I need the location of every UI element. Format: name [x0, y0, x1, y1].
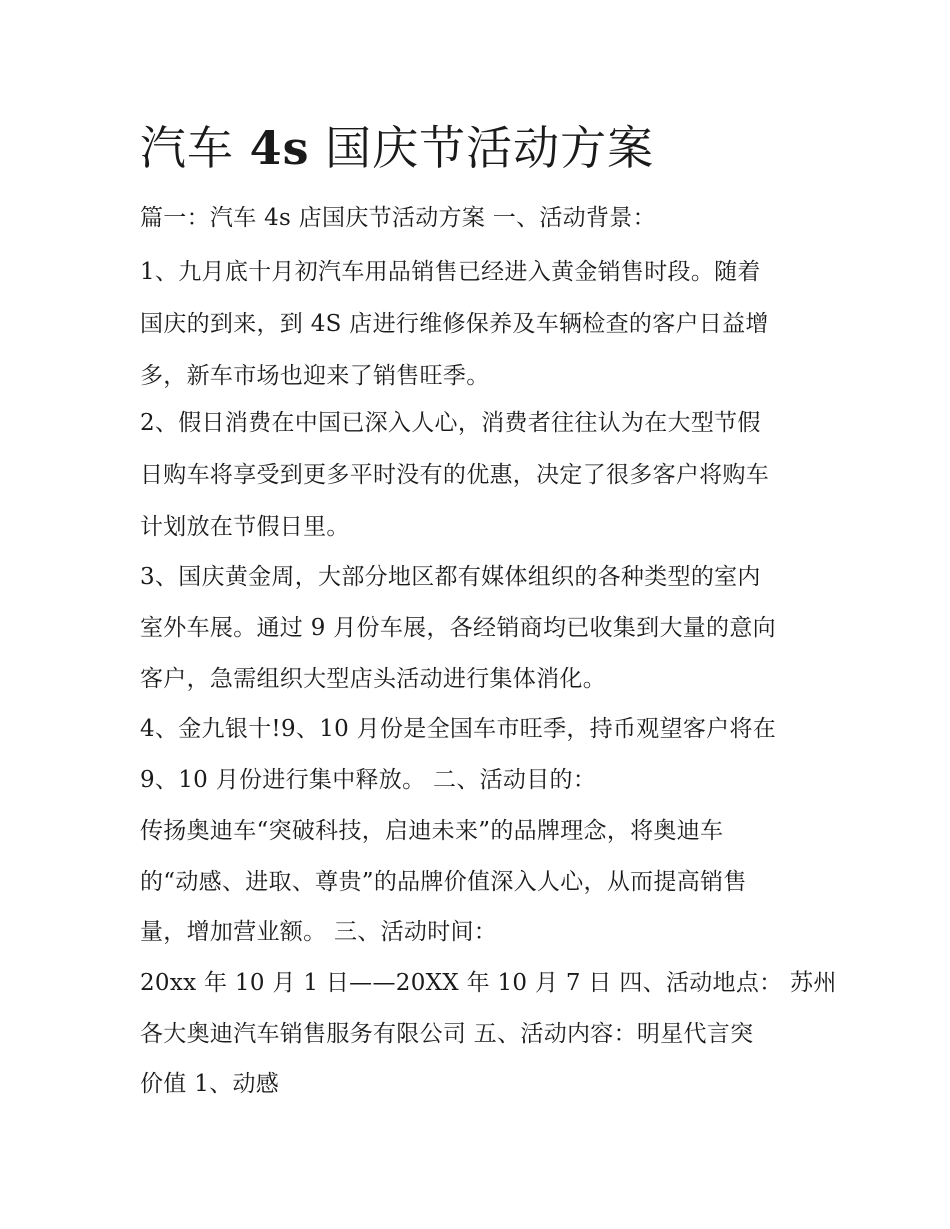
paragraph-line: 多，新车市场也迎来了销售旺季。	[140, 363, 490, 389]
paragraph-line: 国庆的到来，到 4S 店进行维修保养及车辆检查的客户日益增	[140, 311, 769, 337]
paragraph-line: 室外车展。通过 9 月份车展，各经销商均已收集到大量的意向	[140, 615, 776, 641]
document-title	[140, 118, 654, 178]
paragraph-line: 的“动感、进取、尊贵”的品牌价值深入人心，从而提高销售	[140, 869, 747, 895]
title-latin: 4s	[249, 121, 310, 175]
paragraph-line: 1、九月底十月初汽车用品销售已经进入黄金销售时段。随着	[140, 259, 761, 285]
paragraph-line: 客户，急需组织大型店头活动进行集体消化。	[140, 666, 606, 692]
paragraph-line: 2、假日消费在中国已深入人心，消费者往往认为在大型节假	[140, 410, 761, 436]
section-heading-line: 篇一：汽车 4s 店国庆节活动方案 一、活动背景：	[140, 205, 656, 231]
paragraph-line: 各大奥迪汽车销售服务有限公司 五、活动内容：明星代言突	[140, 1021, 754, 1047]
paragraph-line: 4、金九银十!9、10 月份是全国车市旺季，持币观望客户将在	[140, 716, 777, 742]
title-suffix: 国庆节活动方案	[309, 121, 655, 175]
paragraph-line: 日购车将享受到更多平时没有的优惠，决定了很多客户将购车	[140, 462, 770, 488]
paragraph-line: 3、国庆黄金周，大部分地区都有媒体组织的各种类型的室内	[140, 564, 761, 590]
paragraph-line: 计划放在节假日里。	[140, 514, 350, 540]
paragraph-line: 价值 1、动感	[140, 1071, 280, 1097]
paragraph-line: 20xx 年 10 月 1 日——20XX 年 10 月 7 日 四、活动地点： 苏州	[140, 970, 837, 996]
paragraph-line: 9、10 月份进行集中释放。 二、活动目的：	[140, 767, 597, 793]
paragraph-line: 量，增加营业额。 三、活动时间：	[140, 919, 498, 945]
title-prefix: 汽车	[140, 121, 250, 175]
paragraph-line: 传扬奥迪车“突破科技，启迪未来”的品牌理念，将奥迪车	[140, 818, 724, 844]
